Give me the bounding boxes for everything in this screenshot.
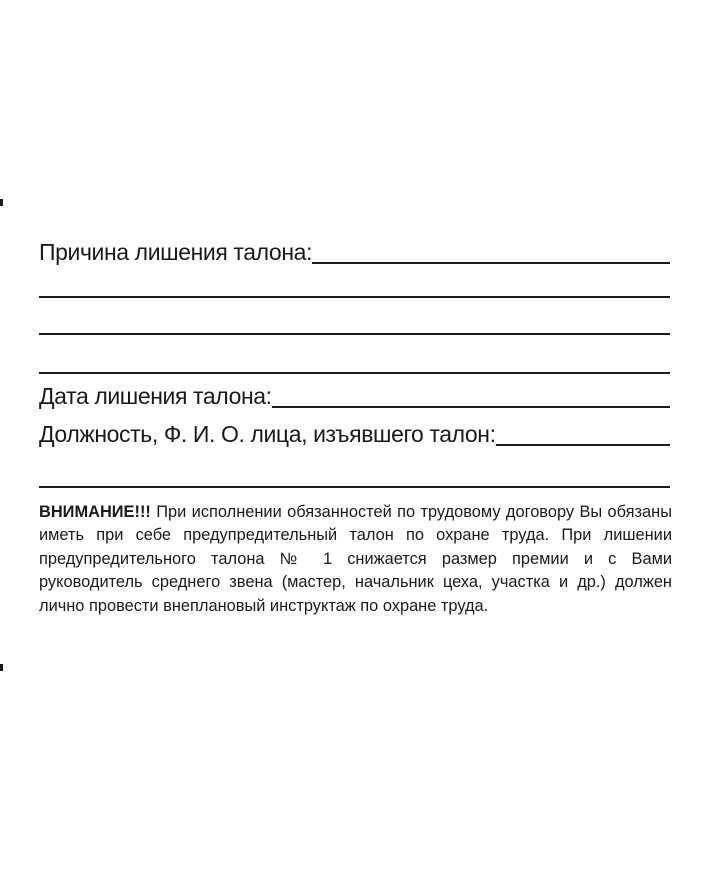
- talon-revocation-form: [39, 236, 670, 488]
- warning-heading: ВНИМАНИЕ!!!: [39, 503, 151, 521]
- reason-input-line[interactable]: [312, 240, 670, 264]
- crop-mark-top: [0, 199, 3, 206]
- reason-field: [39, 236, 670, 266]
- reason-blank-line-3[interactable]: [39, 335, 670, 374]
- date-label: Дата лишения талона:: [39, 383, 272, 409]
- position-name-input-line[interactable]: [496, 422, 670, 446]
- reason-blank-line-2[interactable]: [39, 298, 670, 335]
- date-input-line[interactable]: [272, 384, 670, 408]
- reason-blank-line-1[interactable]: [39, 266, 670, 298]
- warning-text: При исполнении обязанностей по трудовому договору Вы обязаны иметь при себе предупредительный талон по охране труда. При лишении предупредительного талона № 1 снижается размер премии и с Вами руководитель среднего звена (мастер, начальник цеха, участка и др.) должен лично провести внеплановый инструктаж по охране труда.: [39, 503, 672, 615]
- reason-label: Причина лишения талона:: [39, 239, 313, 265]
- warning-notice: [39, 501, 672, 618]
- position-name-blank-line[interactable]: [39, 448, 670, 488]
- crop-mark-bottom: [0, 664, 3, 671]
- position-name-label: Должность, Ф. И. О. лица, изъявшего талон:: [39, 421, 496, 447]
- position-name-field: [39, 422, 670, 448]
- date-field: [39, 384, 670, 410]
